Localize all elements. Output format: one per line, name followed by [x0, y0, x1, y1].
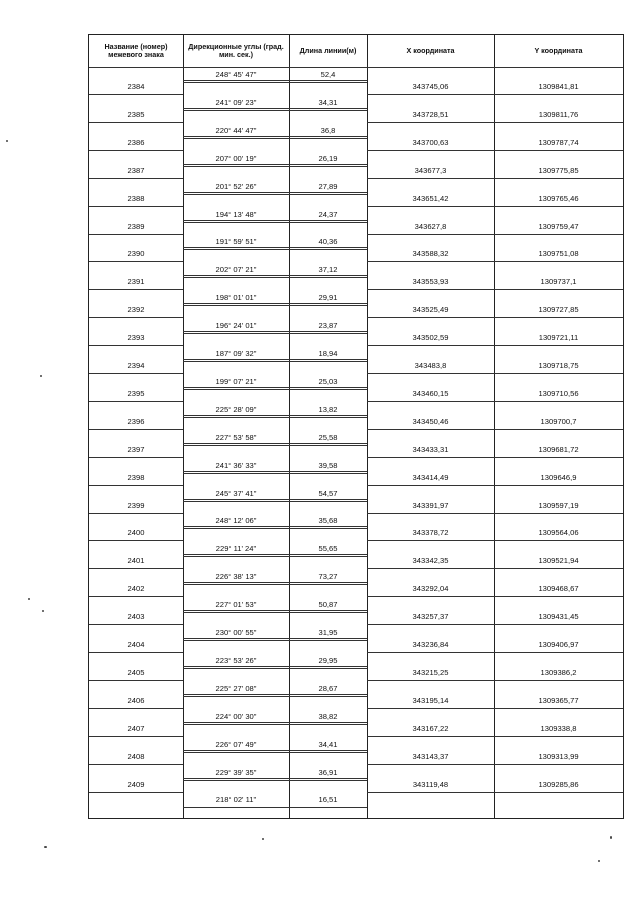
row-divider: [367, 680, 623, 681]
row-divider: [183, 222, 367, 223]
scan-speck: [28, 598, 30, 600]
line-length: 36,91: [318, 767, 338, 777]
x-coordinate: 343627,8: [414, 221, 447, 231]
direction-angle: 218° 02' 11": [215, 795, 257, 805]
row-divider: [367, 373, 623, 374]
x-coordinate: 343588,32: [412, 249, 449, 259]
direction-angle: 207° 00' 19": [215, 153, 257, 163]
row-divider: [89, 429, 183, 430]
row-divider: [183, 499, 367, 500]
row-divider: [367, 345, 623, 346]
row-divider: [89, 568, 183, 569]
row-divider: [367, 540, 623, 541]
header-length: Длина линии(м): [299, 46, 357, 55]
station-name: 2400: [127, 528, 145, 538]
x-coordinate: 343215,25: [412, 667, 449, 677]
station-name: 2390: [127, 249, 145, 259]
direction-angle: 187° 09' 32": [215, 349, 257, 358]
row-divider: [183, 331, 367, 332]
line-length: 34,31: [318, 97, 338, 107]
direction-angle: 194° 13' 48": [215, 209, 257, 219]
row-divider: [183, 501, 367, 502]
row-divider: [89, 540, 183, 541]
direction-angle: 223° 53' 26": [215, 655, 257, 665]
x-coordinate: 343391,97: [412, 500, 449, 510]
scan-speck: [44, 846, 47, 848]
row-divider: [183, 277, 367, 278]
row-divider: [89, 261, 183, 262]
row-divider: [183, 303, 367, 304]
direction-angle: 220° 44' 47": [215, 125, 257, 135]
row-divider: [183, 108, 367, 109]
line-length: 25,58: [318, 432, 338, 442]
scan-speck: [262, 838, 264, 840]
row-divider: [183, 247, 367, 248]
x-coordinate: 343483,8: [414, 361, 447, 370]
line-length: 50,87: [318, 600, 338, 610]
station-name: 2394: [127, 361, 145, 370]
row-divider: [183, 387, 367, 388]
header-name: Название (номер) межевого знака: [104, 42, 168, 59]
direction-angle: 198° 01' 01": [215, 293, 257, 303]
station-name: 2396: [127, 416, 145, 426]
row-divider: [183, 750, 367, 751]
coordinates-table: [88, 34, 624, 819]
station-name: 2401: [127, 556, 145, 566]
row-divider: [183, 443, 367, 444]
row-divider: [183, 584, 367, 585]
row-divider: [183, 166, 367, 167]
y-coordinate: 1309365,77: [538, 695, 579, 705]
row-divider: [183, 640, 367, 641]
row-divider: [183, 638, 367, 639]
row-divider: [183, 612, 367, 613]
station-name: 2385: [127, 109, 145, 119]
station-name: 2391: [127, 277, 145, 287]
x-coordinate: 343378,72: [412, 528, 449, 538]
line-length: 26,19: [318, 153, 338, 163]
x-coordinate: 343502,59: [412, 333, 449, 343]
row-divider: [183, 389, 367, 390]
y-coordinate: 1309597,19: [538, 500, 579, 510]
row-divider: [367, 261, 623, 262]
station-name: 2393: [127, 333, 145, 343]
row-divider: [183, 417, 367, 418]
header-x: X координата: [406, 46, 455, 55]
scan-speck: [40, 375, 42, 377]
row-divider: [367, 94, 623, 95]
y-coordinate: 1309386,2: [540, 667, 577, 677]
row-divider: [367, 317, 623, 318]
row-divider: [183, 136, 367, 137]
station-name: 2397: [127, 444, 145, 454]
station-name: 2398: [127, 472, 145, 482]
y-coordinate: 1309564,06: [538, 528, 579, 538]
direction-angle: 199° 07' 21": [215, 376, 257, 386]
y-coordinate: 1309841,81: [538, 82, 579, 91]
station-name: 2386: [127, 137, 145, 147]
direction-angle: 241° 09' 23": [215, 97, 257, 107]
row-divider: [183, 752, 367, 753]
row-divider: [89, 122, 183, 123]
line-length: 29,91: [318, 293, 338, 303]
line-length: 38,82: [318, 711, 338, 721]
row-divider: [367, 596, 623, 597]
row-divider: [183, 82, 367, 83]
direction-angle: 230° 00' 55": [215, 628, 257, 637]
row-divider: [89, 345, 183, 346]
row-divider: [183, 471, 367, 472]
row-divider: [183, 333, 367, 334]
line-length: 25,03: [318, 376, 338, 386]
row-divider: [367, 234, 623, 235]
row-divider: [183, 668, 367, 669]
row-divider: [183, 724, 367, 725]
direction-angle: 225° 27' 08": [215, 683, 257, 693]
row-divider: [89, 234, 183, 235]
x-coordinate: 343651,42: [412, 193, 449, 203]
row-divider: [367, 736, 623, 737]
row-divider: [367, 485, 623, 486]
row-divider: [183, 192, 367, 193]
y-coordinate: 1309765,46: [538, 193, 579, 203]
row-divider: [89, 150, 183, 151]
x-coordinate: 343433,31: [412, 444, 449, 454]
row-divider: [183, 275, 367, 276]
row-divider: [183, 556, 367, 557]
row-divider: [367, 624, 623, 625]
row-divider: [183, 110, 367, 111]
station-name: 2406: [127, 695, 145, 705]
line-length: 27,89: [318, 181, 338, 191]
direction-angle: 241° 36' 33": [215, 460, 257, 470]
direction-angle: 226° 38' 13": [215, 572, 257, 582]
line-length: 55,65: [318, 544, 338, 554]
line-length: 13,82: [318, 404, 338, 414]
y-coordinate: 1309759,47: [538, 221, 579, 231]
direction-angle: 227° 53' 58": [215, 432, 257, 442]
station-name: 2388: [127, 193, 145, 203]
header-divider: [89, 67, 623, 68]
y-coordinate: 1309468,67: [538, 584, 579, 594]
y-coordinate: 1309775,85: [538, 165, 579, 175]
direction-angle: 201° 52' 26": [215, 181, 257, 191]
row-divider: [183, 164, 367, 165]
row-divider: [89, 792, 183, 793]
x-coordinate: 343700,63: [412, 137, 449, 147]
y-coordinate: 1309718,75: [538, 361, 579, 370]
line-length: 29,95: [318, 655, 338, 665]
y-coordinate: 1309338,8: [540, 723, 577, 733]
line-length: 24,37: [318, 209, 338, 219]
row-divider: [183, 582, 367, 583]
row-divider: [183, 361, 367, 362]
row-divider: [367, 401, 623, 402]
y-coordinate: 1309751,08: [538, 249, 579, 259]
row-divider: [183, 80, 367, 81]
station-name: 2409: [127, 779, 145, 789]
row-divider: [367, 122, 623, 123]
row-divider: [367, 764, 623, 765]
y-coordinate: 1309710,56: [538, 388, 579, 398]
row-divider: [183, 807, 367, 808]
row-divider: [367, 513, 623, 514]
y-coordinate: 1309737,1: [540, 277, 577, 287]
row-divider: [367, 652, 623, 653]
scan-speck: [42, 610, 44, 612]
x-coordinate: 343342,35: [412, 556, 449, 566]
x-coordinate: 343119,48: [412, 779, 449, 789]
direction-angle: 245° 37' 41": [215, 488, 257, 498]
x-coordinate: 343677,3: [414, 165, 447, 175]
row-divider: [183, 780, 367, 781]
x-coordinate: 343195,14: [412, 695, 449, 705]
row-divider: [367, 206, 623, 207]
row-divider: [183, 610, 367, 611]
row-divider: [89, 596, 183, 597]
row-divider: [367, 150, 623, 151]
x-coordinate: 343414,49: [412, 472, 449, 482]
station-name: 2408: [127, 751, 145, 761]
row-divider: [89, 513, 183, 514]
row-divider: [183, 194, 367, 195]
row-divider: [367, 792, 623, 793]
line-length: 37,12: [318, 265, 338, 275]
row-divider: [183, 415, 367, 416]
line-length: 73,27: [318, 572, 338, 582]
y-coordinate: 1309727,85: [538, 305, 579, 315]
line-length: 23,87: [318, 321, 338, 331]
row-divider: [89, 485, 183, 486]
row-divider: [89, 708, 183, 709]
header-y: Y координата: [534, 46, 583, 55]
line-length: 34,41: [318, 739, 338, 749]
row-divider: [367, 457, 623, 458]
y-coordinate: 1309721,11: [538, 333, 579, 343]
row-divider: [183, 305, 367, 306]
station-name: 2402: [127, 584, 145, 594]
x-coordinate: 343292,04: [412, 584, 449, 594]
direction-angle: 196° 24' 01": [215, 321, 257, 331]
direction-angle: 248° 45' 47": [215, 70, 257, 79]
station-name: 2392: [127, 305, 145, 315]
x-coordinate: 343460,15: [412, 388, 449, 398]
row-divider: [183, 526, 367, 527]
direction-angle: 226° 07' 49": [215, 739, 257, 749]
y-coordinate: 1309646,9: [540, 472, 577, 482]
row-divider: [89, 178, 183, 179]
row-divider: [367, 178, 623, 179]
station-name: 2399: [127, 500, 145, 510]
x-coordinate: 343236,84: [412, 640, 449, 649]
row-divider: [367, 568, 623, 569]
y-coordinate: 1309700,7: [540, 416, 577, 426]
row-divider: [89, 624, 183, 625]
line-length: 28,67: [318, 683, 338, 693]
row-divider: [183, 666, 367, 667]
direction-angle: 191° 59' 51": [215, 237, 257, 247]
line-length: 31,95: [318, 628, 338, 637]
line-length: 16,51: [318, 795, 338, 805]
row-divider: [89, 457, 183, 458]
station-name: 2403: [127, 612, 145, 622]
row-divider: [183, 473, 367, 474]
station-name: 2387: [127, 165, 145, 175]
direction-angle: 224° 00' 30": [215, 711, 257, 721]
row-divider: [183, 554, 367, 555]
line-length: 18,94: [318, 349, 338, 358]
row-divider: [89, 401, 183, 402]
y-coordinate: 1309285,86: [538, 779, 579, 789]
row-divider: [183, 722, 367, 723]
station-name: 2389: [127, 221, 145, 231]
row-divider: [367, 708, 623, 709]
direction-angle: 225° 28' 09": [215, 404, 257, 414]
line-length: 36,8: [320, 125, 336, 135]
y-coordinate: 1309681,72: [538, 444, 579, 454]
header-angle: Дирекционные углы (град. мин. сек.): [188, 42, 284, 59]
station-name: 2395: [127, 388, 145, 398]
scan-speck: [610, 836, 612, 839]
row-divider: [89, 317, 183, 318]
row-divider: [367, 289, 623, 290]
x-coordinate: 343553,93: [412, 277, 449, 287]
line-length: 39,58: [318, 460, 338, 470]
row-divider: [183, 696, 367, 697]
row-divider: [89, 652, 183, 653]
row-divider: [89, 206, 183, 207]
direction-angle: 229° 39' 35": [215, 767, 257, 777]
x-coordinate: 343745,06: [412, 82, 449, 91]
y-coordinate: 1309787,74: [538, 137, 579, 147]
scan-speck: [6, 140, 8, 142]
direction-angle: 248° 12' 06": [215, 516, 257, 526]
row-divider: [183, 778, 367, 779]
station-name: 2404: [127, 640, 145, 649]
scan-speck: [598, 860, 600, 862]
direction-angle: 227° 01' 53": [215, 600, 257, 610]
x-coordinate: 343167,22: [412, 723, 449, 733]
x-coordinate: 343525,49: [412, 305, 449, 315]
x-coordinate: 343728,51: [412, 109, 449, 119]
station-name: 2384: [127, 82, 145, 91]
row-divider: [89, 94, 183, 95]
direction-angle: 229° 11' 24": [215, 544, 257, 554]
row-divider: [183, 138, 367, 139]
row-divider: [89, 373, 183, 374]
row-divider: [183, 249, 367, 250]
y-coordinate: 1309521,94: [538, 556, 579, 566]
row-divider: [183, 694, 367, 695]
line-length: 52,4: [320, 70, 336, 79]
row-divider: [89, 764, 183, 765]
x-coordinate: 343450,46: [412, 416, 449, 426]
row-divider: [183, 528, 367, 529]
row-divider: [89, 736, 183, 737]
row-divider: [89, 289, 183, 290]
y-coordinate: 1309406,97: [538, 640, 579, 649]
x-coordinate: 343257,37: [412, 612, 449, 622]
line-length: 40,36: [318, 237, 338, 247]
row-divider: [367, 429, 623, 430]
direction-angle: 202° 07' 21": [215, 265, 257, 275]
y-coordinate: 1309811,76: [538, 109, 579, 119]
row-divider: [183, 445, 367, 446]
line-length: 54,57: [318, 488, 338, 498]
y-coordinate: 1309431,45: [538, 612, 579, 622]
station-name: 2405: [127, 667, 145, 677]
row-divider: [183, 220, 367, 221]
station-name: 2407: [127, 723, 145, 733]
line-length: 35,68: [318, 516, 338, 526]
y-coordinate: 1309313,99: [538, 751, 579, 761]
row-divider: [89, 680, 183, 681]
x-coordinate: 343143,37: [412, 751, 449, 761]
row-divider: [183, 359, 367, 360]
